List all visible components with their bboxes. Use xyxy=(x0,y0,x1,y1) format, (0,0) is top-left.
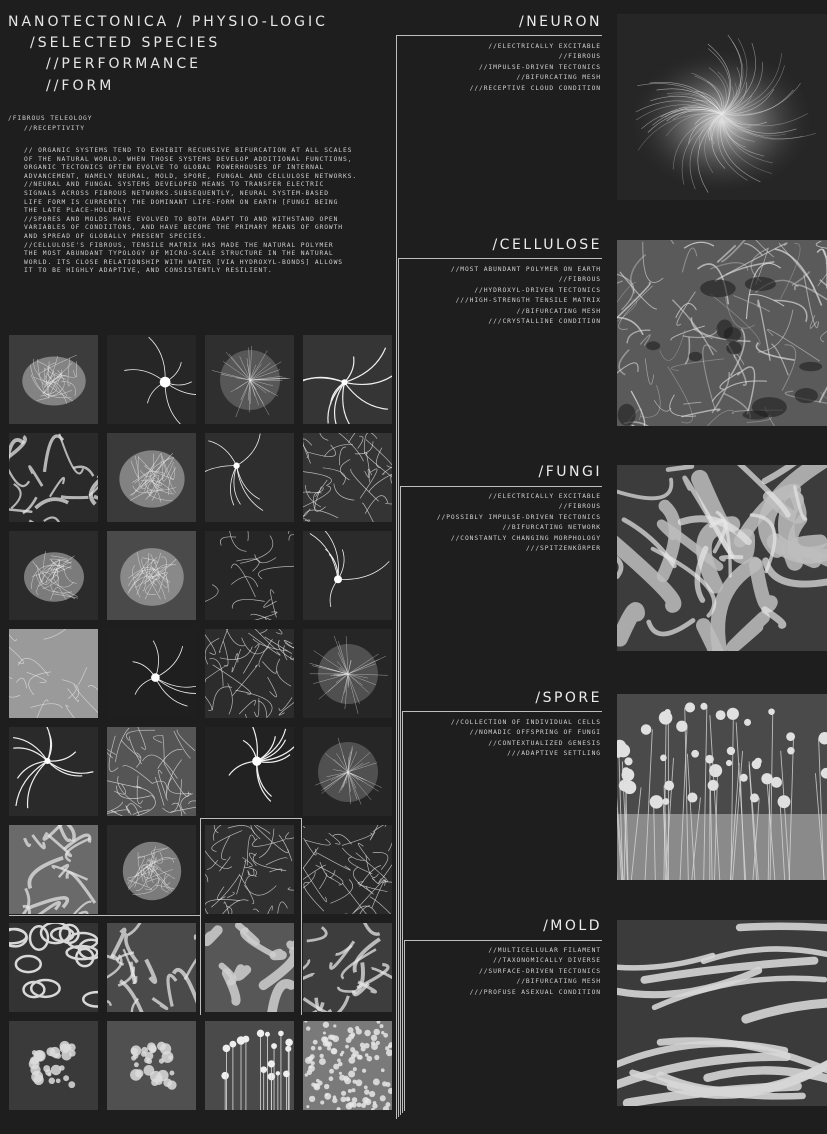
section-heading-neuron: /NEURON xyxy=(518,14,602,30)
micrograph-thumbnail xyxy=(9,923,98,1012)
section-item: //HYDROXYL-DRIVEN TECTONICS xyxy=(474,286,601,294)
micrograph-thumbnail xyxy=(205,923,294,1012)
section-heading-mold: /MOLD xyxy=(543,918,602,934)
section-item: //ELECTRICALLY EXCITABLE xyxy=(488,493,601,500)
micrograph-thumbnail xyxy=(9,433,98,522)
micrograph-thumbnail xyxy=(303,433,392,522)
section-item: //NOMADIC OFFSPRING OF FUNGI xyxy=(469,729,601,737)
intro-heading-2: //RECEPTIVITY xyxy=(24,125,85,132)
title-line-4: //FORM xyxy=(46,78,115,94)
micrograph-thumbnail xyxy=(205,433,294,522)
section-item: ///SPITZENKÖRPER xyxy=(525,545,601,553)
micrograph-thumbnail xyxy=(303,531,392,620)
section-list-cellulose xyxy=(451,265,601,327)
micrograph-thumbnail xyxy=(205,727,294,816)
section-heading-cellulose: /CELLULOSE xyxy=(492,237,602,253)
micrograph-thumbnail xyxy=(205,629,294,718)
micrograph-thumbnail xyxy=(303,825,392,914)
neuron-micrograph-image xyxy=(617,14,827,200)
section-item: //MOST ABUNDANT POLYMER ON EARTH xyxy=(450,266,601,273)
section-item: ///RECEPTIVE CLOUD CONDITION xyxy=(469,84,601,92)
section-list-spore xyxy=(451,718,601,760)
micrograph-thumbnail xyxy=(107,1021,196,1110)
section-item: //MULTICELLULAR FILAMENT xyxy=(488,947,601,954)
section-item: //FIBROUS xyxy=(558,53,601,61)
mold-micrograph-image xyxy=(617,920,827,1106)
micrograph-thumbnail xyxy=(107,923,196,1012)
section-item: //ELECTRICALLY EXCITABLE xyxy=(488,43,601,50)
section-item: //CONTEXTUALIZED GENESIS xyxy=(488,739,601,747)
micrograph-thumbnail xyxy=(205,1021,294,1110)
title-line-2: /SELECTED SPECIES xyxy=(30,35,221,51)
section-item: //FIBROUS xyxy=(558,276,601,284)
micrograph-thumbnail xyxy=(107,727,196,816)
micrograph-thumbnail xyxy=(9,1021,98,1110)
section-item: ///ADAPTIVE SETTLING xyxy=(507,750,601,758)
intro-heading-1: /FIBROUS TELEOLOGY xyxy=(8,115,93,122)
micrograph-thumbnail xyxy=(107,531,196,620)
micrograph-thumbnail xyxy=(107,433,196,522)
micrograph-thumbnail xyxy=(107,825,196,914)
section-item: ///CRYSTALLINE CONDITION xyxy=(488,318,601,326)
micrograph-thumbnail xyxy=(303,335,392,424)
micrograph-thumbnail xyxy=(9,727,98,816)
micrograph-thumbnail xyxy=(107,335,196,424)
micrograph-thumbnail xyxy=(9,825,98,914)
section-item: //BIFURCATING MESH xyxy=(516,978,601,986)
cellulose-micrograph-image xyxy=(617,240,827,426)
section-item: //BIFURCATING NETWORK xyxy=(502,524,601,532)
section-item: //BIFURCATING MESH xyxy=(516,307,601,315)
fungi-micrograph-image xyxy=(617,465,827,651)
micrograph-thumbnail xyxy=(9,531,98,620)
section-item: ///HIGH-STRENGTH TENSILE MATRIX xyxy=(455,297,601,305)
section-item: //BIFURCATING MESH xyxy=(516,74,601,82)
micrograph-thumbnail xyxy=(9,335,98,424)
micrograph-thumbnail xyxy=(9,629,98,718)
section-item: //IMPULSE-DRIVEN TECTONICS xyxy=(479,63,601,71)
section-heading-spore: /SPORE xyxy=(535,690,602,706)
section-list-mold xyxy=(470,946,601,998)
intro-paragraph: // ORGANIC SYSTEMS TEND TO EXHIBIT RECURSIVE BIFURCATION AT ALL SCALES OF THE NATURAL WORLD. WHEN THOSE SYSTEMS DEVELOP ADDITIONAL FUNCTIONS, ORGANIC TECTONICS OFTEN EVOLVE TO GLOBAL POWERHOUSES OF INTERNAL ADVANCEMENT, NAMELY NEURAL, MOLD, SPORE, FUNGAL AND CELLULOSE NETWORKS. //NEURAL AND FUNGAL SYSTEMS DEVELOPED MEANS TO TRANSFER ELECTRIC SIGNALS ACROSS FIBROUS NETWORKS.SUBSEQUENTLY, NEURAL SYSTEM-BASED LIFE FORM IS CURRENTLY THE DOMINANT LIFE-FORM ON EARTH [FUNGI BEING THE LATE PLACE-HOLDER]. //SPORES AND MOLDS HAVE EVOLVED TO BOTH ADAPT TO AND WITHSTAND OPEN VARIABLES OF CONDIITONS, AND HAVE BECOME THE PRIMARY MEANS OF GROWTH AND SPREAD OF GLOBALLY PRESENT SPECIES. //CELLULOSE'S FIBROUS, TENSILE MATRIX HAS MADE THE NATURAL POLYMER THE MOST ABUNDANT TYPOLOGY OF MICRO-SCALE STRUCTURE IN THE NATURAL WORLD. ITS CLOSE RELATIONSHIP WITH WATER [VIA HYDROXYL-BONDS] ALLOWS IT TO BE HIGHLY ADAPTIVE, AND CONSISTENTLY RESILIENT. xyxy=(24,147,358,275)
thumbnail-grid xyxy=(9,335,397,1110)
micrograph-thumbnail xyxy=(205,825,294,914)
spore-micrograph-image xyxy=(617,694,827,880)
section-item: //COLLECTION OF INDIVIDUAL CELLS xyxy=(450,719,601,726)
micrograph-thumbnail xyxy=(205,335,294,424)
micrograph-thumbnail xyxy=(303,923,392,1012)
title-line-1: NANOTECTONICA / PHYSIO-LOGIC xyxy=(8,14,328,30)
section-item: //SURFACE-DRIVEN TECTONICS xyxy=(479,967,601,975)
title-line-3: //PERFORMANCE xyxy=(46,56,201,72)
micrograph-thumbnail xyxy=(303,1021,392,1110)
section-item: //FIBROUS xyxy=(558,503,601,511)
section-item: //POSSIBLY IMPULSE-DRIVEN TECTONICS xyxy=(436,513,601,521)
section-heading-fungi: /FUNGI xyxy=(538,464,602,480)
section-list-neuron xyxy=(470,42,601,94)
section-list-fungi xyxy=(437,492,601,554)
micrograph-thumbnail xyxy=(303,629,392,718)
micrograph-thumbnail xyxy=(107,629,196,718)
section-item: ///PROFUSE ASEXUAL CONDITION xyxy=(469,988,601,996)
micrograph-thumbnail xyxy=(303,727,392,816)
micrograph-thumbnail xyxy=(205,531,294,620)
section-item: //TAXONOMICALLY DIVERSE xyxy=(493,957,601,965)
section-item: //CONSTANTLY CHANGING MORPHOLOGY xyxy=(450,534,601,542)
